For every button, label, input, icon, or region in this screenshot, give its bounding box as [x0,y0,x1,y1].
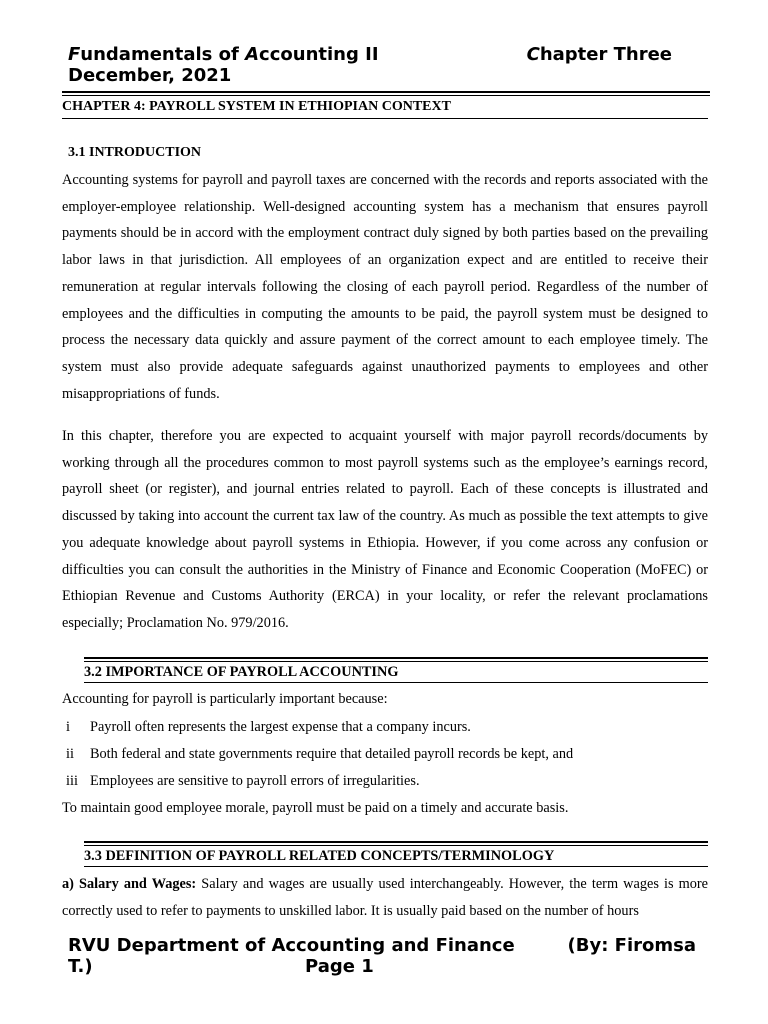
footer-department: RVU Department of Accounting and Finance [68,935,515,956]
header-divider [62,91,710,96]
importance-lead: Accounting for payroll is particularly important because: [62,691,388,707]
page-header [68,44,708,86]
definition-salary-wages [62,871,708,924]
footer-author: (By: Firomsa [567,935,696,956]
footer-author-cont: T.) [68,956,93,977]
section-heading-definitions [84,841,708,867]
list-item-text: Payroll often represents the largest expense that a company incurs. [90,719,471,735]
list-item-text: Both federal and state governments require that detailed payroll records be kept, and [90,746,574,762]
chapter-underline [62,118,708,119]
importance-heading-text: 3.2 IMPORTANCE OF PAYROLL ACCOUNTING [84,664,399,680]
definitions-heading-text: 3.3 DEFINITION OF PAYROLL RELATED CONCEPTS/TERMINOLOGY [84,848,555,864]
list-item [62,771,420,791]
course-title: Fundamentals of Accounting II [68,44,379,65]
section-heading-introduction: 3.1 INTRODUCTION [68,145,202,160]
definition-text: Salary and wages are usually used interchangeably. However, the term wages is more correctly used to refer to payments to unskilled labor. It is usually paid based on the number of hours [62,876,708,919]
list-item-text: Employees are sensitive to payroll errors of irregularities. [90,773,420,789]
intro-paragraph-2: In this chapter, therefore you are expected to acquaint yourself with major payroll records/documents by working through all the procedures common to most payroll systems such as the employee’s earnings record, payroll sheet (or register), and journal entries related to payroll. Each of these concepts is illustrated and discussed by taking into account the current tax law of the country. As much as possible the text attempts to give you adequate knowledge about payroll systems in Ethiopia. However, if you come across any confusion or difficulties you can consult the authorities in the Ministry of Finance and Economic Cooperation (MoFEC) or Ethiopian Revenue and Customs Authority (ERCA) in your locality, or refer the relevant proclamations especially; Proclamation No. 979/2016. [62,428,708,631]
list-item [62,717,471,737]
importance-closing: To maintain good employee morale, payroll must be paid on a timely and accurate basis. [62,800,569,816]
page-footer [68,935,708,977]
definition-term: a) Salary and Wages: [62,876,197,892]
header-date: December, 2021 [68,65,232,86]
chapter-label: Chapter Three [526,44,672,65]
list-item [62,744,573,764]
list-item-number: i [66,719,70,735]
chapter-heading: CHAPTER 4: PAYROLL SYSTEM IN ETHIOPIAN CONTEXT [62,99,451,114]
page-number: Page 1 [305,956,374,977]
section-heading-importance [84,657,708,683]
list-item-number: iii [66,773,78,789]
list-item-number: ii [66,746,74,762]
intro-paragraph-1: Accounting systems for payroll and payroll taxes are concerned with the records and reports associated with the employer-employee relationship. Well-designed accounting system has a mechanism that ensures payroll payments should be in accord with the employment contract duly signed by both parties based on the prevailing labor laws in that jurisdiction. All employees of an organization expect and are entitled to receive their remuneration at regular intervals following the closing of each payroll period. Regardless of the number of employees and the difficulties in computing the amounts to be paid, the payroll system must be designed to process the necessary data quickly and assure payment of the correct amount to each employee timely. The system must also provide adequate safeguards against unauthorized payments to employees and other misappropriations of funds. [62,172,708,402]
